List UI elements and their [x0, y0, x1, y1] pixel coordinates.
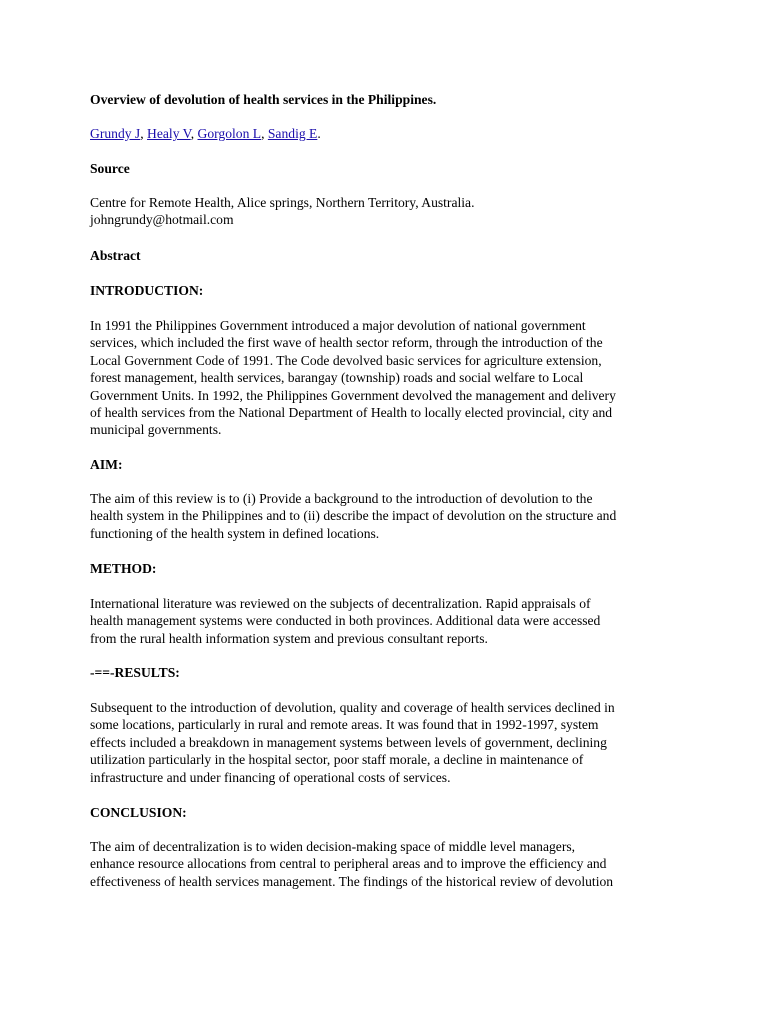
paragraph-line: Government Units. In 1992, the Philippines Government devolved the management and delivery	[90, 387, 616, 403]
paragraph-line: functioning of the health system in defined locations.	[90, 525, 380, 541]
paragraph-line: effects included a breakdown in management systems between levels of government, declining	[90, 734, 607, 750]
introduction-paragraph	[90, 317, 690, 439]
source-affiliation: Centre for Remote Health, Alice springs, Northern Territory, Australia.	[90, 195, 475, 210]
author-link-healy[interactable]: Healy V	[147, 126, 191, 141]
author-link-grundy[interactable]: Grundy J	[90, 126, 141, 141]
paragraph-line: effectiveness of health services management. The findings of the historical review of devolution	[90, 873, 614, 889]
results-heading: -==-RESULTS:	[90, 665, 180, 680]
conclusion-paragraph	[90, 838, 690, 890]
author-link-gorgolon[interactable]: Gorgolon L	[197, 126, 262, 141]
paragraph-line: from the rural health information system and previous consultant reports.	[90, 630, 488, 646]
conclusion-heading: CONCLUSION:	[90, 805, 187, 820]
paragraph-line: services, which included the first wave of health sector reform, through the introduction of the	[90, 335, 603, 351]
paragraph-line: Subsequent to the introduction of devolution, quality and coverage of health services declined in	[90, 700, 615, 715]
introduction-heading: INTRODUCTION:	[90, 283, 204, 298]
method-paragraph	[90, 595, 690, 647]
author-separator: ,	[140, 126, 148, 141]
abstract-heading: Abstract	[90, 248, 141, 263]
author-separator: ,	[190, 126, 198, 141]
method-heading: METHOD:	[90, 561, 157, 576]
paragraph-line: The aim of this review is to (i) Provide a background to the introduction of devolution to the	[90, 491, 593, 506]
paragraph-line: infrastructure and under financing of operational costs of services.	[90, 769, 451, 785]
paragraph-line: some locations, particularly in rural and remote areas. It was found that in 1992-1997, system	[90, 717, 599, 733]
article-title: Overview of devolution of health services in the Philippines.	[90, 92, 437, 107]
source-text	[90, 194, 690, 229]
paragraph-line: forest management, health services, barangay (township) roads and social welfare to Local	[90, 370, 584, 386]
paragraph-line: In 1991 the Philippines Government introduced a major devolution of national government	[90, 318, 586, 333]
author-terminator: .	[317, 126, 321, 141]
paragraph-line: enhance resource allocations from central to peripheral areas and to improve the efficiency and	[90, 856, 607, 872]
author-link-sandig[interactable]: Sandig E	[267, 126, 318, 141]
paragraph-line: health management systems were conducted in both provinces. Additional data were accessed	[90, 613, 601, 629]
paragraph-line: Local Government Code of 1991. The Code devolved basic services for agriculture extension,	[90, 352, 602, 368]
source-heading: Source	[90, 161, 130, 176]
paragraph-line: The aim of decentralization is to widen decision-making space of middle level managers,	[90, 839, 576, 854]
source-email: johngrundy@hotmail.com	[90, 212, 234, 228]
aim-heading: AIM:	[90, 457, 123, 472]
aim-paragraph	[90, 490, 690, 542]
paragraph-line: of health services from the National Department of Health to locally elected provincial, city and	[90, 405, 613, 421]
results-paragraph	[90, 699, 690, 786]
paragraph-line: utilization particularly in the hospital sector, poor staff morale, a decline in maintenance of	[90, 752, 584, 768]
author-separator: ,	[261, 126, 268, 141]
paragraph-line: health system in the Philippines and to (ii) describe the impact of devolution on the structure and	[90, 508, 617, 524]
author-list	[90, 125, 690, 142]
paragraph-line: municipal governments.	[90, 422, 222, 438]
paragraph-line: International literature was reviewed on the subjects of decentralization. Rapid appraisals of	[90, 596, 591, 611]
